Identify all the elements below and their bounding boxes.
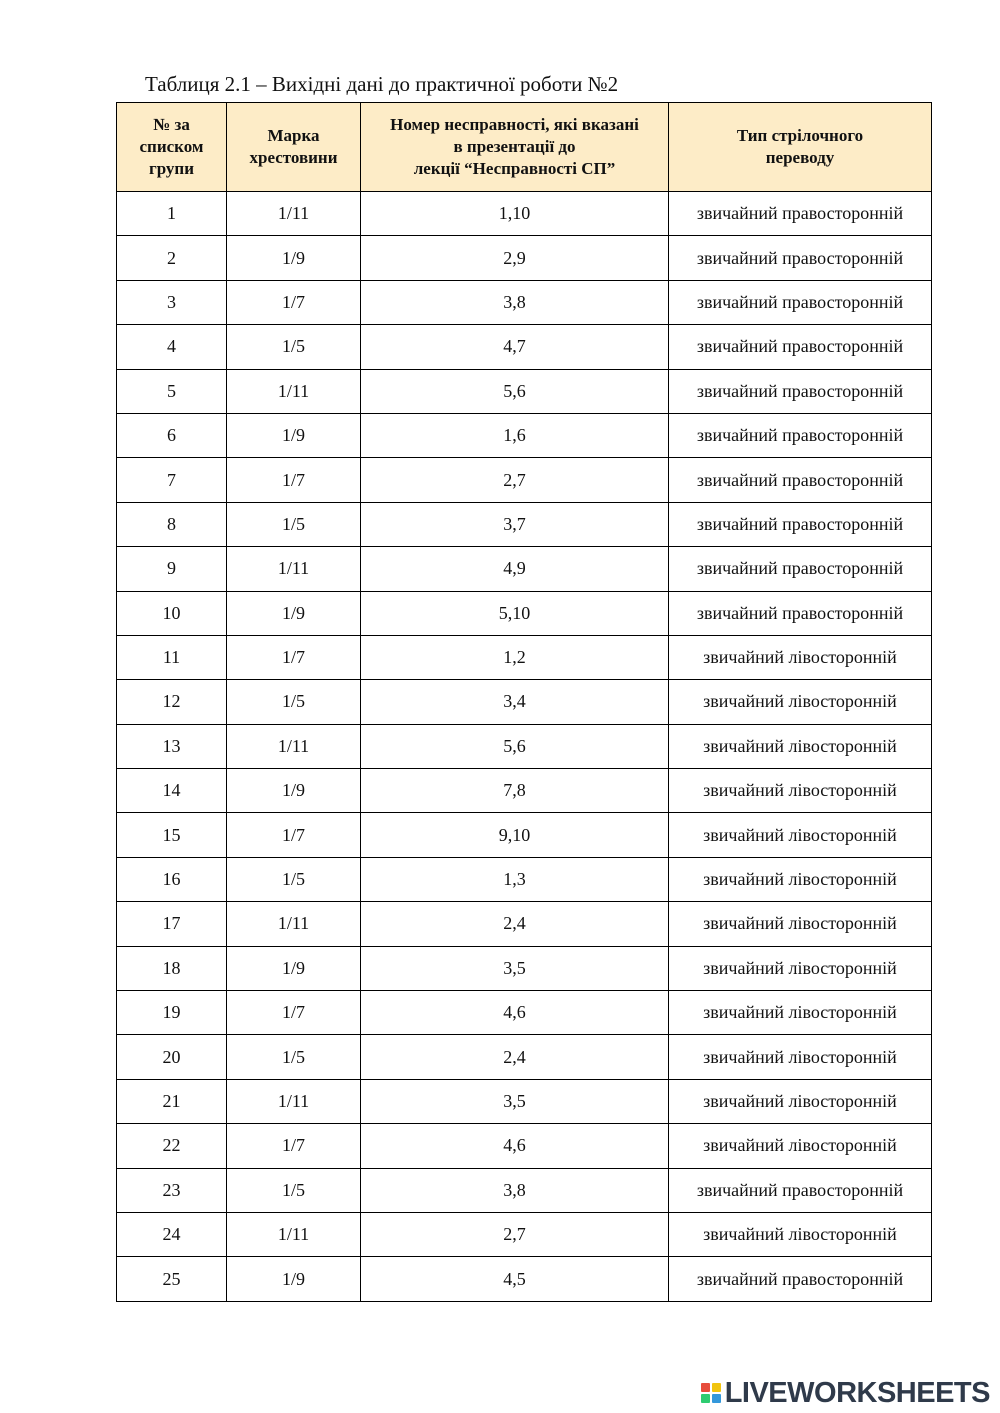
cell-fault-numbers: 5,6 [361,369,669,413]
cell-group-number: 17 [117,902,227,946]
cell-crossing-mark: 1/11 [227,369,361,413]
cell-fault-numbers: 9,10 [361,813,669,857]
cell-fault-numbers: 4,7 [361,325,669,369]
cell-group-number: 14 [117,769,227,813]
cell-crossing-mark: 1/5 [227,502,361,546]
cell-switch-type: звичайний лівосторонній [669,1035,932,1079]
cell-group-number: 1 [117,192,227,236]
cell-crossing-mark: 1/5 [227,680,361,724]
cell-switch-type: звичайний лівосторонній [669,902,932,946]
liveworksheets-logo-icon [701,1383,721,1403]
table-row [117,547,932,591]
cell-fault-numbers: 1,2 [361,635,669,679]
data-table [116,102,932,1302]
table-row [117,1079,932,1123]
cell-fault-numbers: 3,7 [361,502,669,546]
cell-crossing-mark: 1/7 [227,1124,361,1168]
cell-group-number: 10 [117,591,227,635]
table-body [117,192,932,1302]
table-row [117,1124,932,1168]
cell-fault-numbers: 2,7 [361,1212,669,1256]
cell-fault-numbers: 1,10 [361,192,669,236]
cell-fault-numbers: 1,3 [361,857,669,901]
cell-group-number: 22 [117,1124,227,1168]
cell-group-number: 6 [117,413,227,457]
cell-group-number: 18 [117,946,227,990]
cell-group-number: 15 [117,813,227,857]
header-switch-type: Тип стрілочного переводу [669,103,932,192]
cell-switch-type: звичайний лівосторонній [669,1212,932,1256]
cell-switch-type: звичайний правосторонній [669,280,932,324]
cell-switch-type: звичайний лівосторонній [669,946,932,990]
table-row [117,769,932,813]
cell-crossing-mark: 1/9 [227,946,361,990]
cell-switch-type: звичайний правосторонній [669,458,932,502]
cell-crossing-mark: 1/9 [227,1257,361,1301]
cell-crossing-mark: 1/5 [227,1168,361,1212]
cell-switch-type: звичайний правосторонній [669,547,932,591]
cell-switch-type: звичайний правосторонній [669,369,932,413]
cell-group-number: 5 [117,369,227,413]
cell-crossing-mark: 1/7 [227,280,361,324]
cell-switch-type: звичайний правосторонній [669,325,932,369]
cell-fault-numbers: 5,6 [361,724,669,768]
cell-switch-type: звичайний правосторонній [669,413,932,457]
cell-switch-type: звичайний лівосторонній [669,857,932,901]
table-row [117,413,932,457]
cell-group-number: 13 [117,724,227,768]
watermark-text: LIVEWORKSHEETS [724,1377,990,1409]
cell-crossing-mark: 1/5 [227,857,361,901]
table-row [117,236,932,280]
cell-switch-type: звичайний правосторонній [669,1257,932,1301]
cell-fault-numbers: 2,4 [361,1035,669,1079]
cell-crossing-mark: 1/9 [227,236,361,280]
cell-switch-type: звичайний лівосторонній [669,769,932,813]
cell-crossing-mark: 1/11 [227,192,361,236]
table-row [117,680,932,724]
cell-crossing-mark: 1/7 [227,813,361,857]
cell-group-number: 20 [117,1035,227,1079]
liveworksheets-watermark [701,1377,990,1409]
cell-group-number: 4 [117,325,227,369]
table-row [117,192,932,236]
cell-switch-type: звичайний лівосторонній [669,813,932,857]
table-row [117,635,932,679]
header-fault-numbers: Номер несправності, які вказані в презентації до лекції “Несправності СП” [361,103,669,192]
header-row [117,103,932,192]
cell-crossing-mark: 1/11 [227,1212,361,1256]
table-row [117,280,932,324]
cell-fault-numbers: 4,9 [361,547,669,591]
cell-group-number: 8 [117,502,227,546]
cell-crossing-mark: 1/5 [227,1035,361,1079]
cell-fault-numbers: 2,9 [361,236,669,280]
table-row [117,724,932,768]
table-row [117,591,932,635]
cell-crossing-mark: 1/11 [227,1079,361,1123]
cell-crossing-mark: 1/5 [227,325,361,369]
cell-switch-type: звичайний правосторонній [669,236,932,280]
cell-fault-numbers: 4,6 [361,1124,669,1168]
cell-fault-numbers: 3,4 [361,680,669,724]
cell-crossing-mark: 1/7 [227,635,361,679]
cell-crossing-mark: 1/11 [227,902,361,946]
cell-fault-numbers: 4,5 [361,1257,669,1301]
cell-switch-type: звичайний правосторонній [669,192,932,236]
cell-group-number: 9 [117,547,227,591]
cell-fault-numbers: 1,6 [361,413,669,457]
cell-group-number: 2 [117,236,227,280]
cell-switch-type: звичайний лівосторонній [669,635,932,679]
cell-crossing-mark: 1/11 [227,547,361,591]
cell-switch-type: звичайний лівосторонній [669,680,932,724]
cell-switch-type: звичайний лівосторонній [669,1124,932,1168]
table-row [117,369,932,413]
cell-group-number: 12 [117,680,227,724]
table-row [117,1035,932,1079]
cell-group-number: 3 [117,280,227,324]
table-row [117,1212,932,1256]
cell-group-number: 21 [117,1079,227,1123]
table-row [117,458,932,502]
table-row [117,813,932,857]
cell-group-number: 23 [117,1168,227,1212]
table-row [117,902,932,946]
table-caption: Таблиця 2.1 – Вихідні дані до практичної роботи №2 [145,72,619,96]
cell-crossing-mark: 1/7 [227,991,361,1035]
cell-fault-numbers: 3,5 [361,946,669,990]
cell-fault-numbers: 5,10 [361,591,669,635]
cell-fault-numbers: 3,8 [361,1168,669,1212]
table-row [117,502,932,546]
cell-switch-type: звичайний лівосторонній [669,991,932,1035]
cell-crossing-mark: 1/9 [227,591,361,635]
cell-group-number: 16 [117,857,227,901]
cell-fault-numbers: 3,8 [361,280,669,324]
cell-crossing-mark: 1/9 [227,413,361,457]
cell-fault-numbers: 2,4 [361,902,669,946]
header-group-number: № за списком групи [117,103,227,192]
table-row [117,1257,932,1301]
table-row [117,991,932,1035]
cell-switch-type: звичайний лівосторонній [669,1079,932,1123]
cell-group-number: 11 [117,635,227,679]
cell-group-number: 7 [117,458,227,502]
cell-switch-type: звичайний правосторонній [669,1168,932,1212]
cell-fault-numbers: 3,5 [361,1079,669,1123]
cell-fault-numbers: 4,6 [361,991,669,1035]
cell-group-number: 24 [117,1212,227,1256]
table-row [117,1168,932,1212]
cell-group-number: 25 [117,1257,227,1301]
cell-switch-type: звичайний правосторонній [669,502,932,546]
table-row [117,325,932,369]
cell-crossing-mark: 1/7 [227,458,361,502]
header-crossing-mark: Марка хрестовини [227,103,361,192]
cell-fault-numbers: 7,8 [361,769,669,813]
cell-crossing-mark: 1/9 [227,769,361,813]
table-row [117,857,932,901]
cell-group-number: 19 [117,991,227,1035]
cell-fault-numbers: 2,7 [361,458,669,502]
cell-switch-type: звичайний лівосторонній [669,724,932,768]
cell-switch-type: звичайний правосторонній [669,591,932,635]
table-row [117,946,932,990]
cell-crossing-mark: 1/11 [227,724,361,768]
